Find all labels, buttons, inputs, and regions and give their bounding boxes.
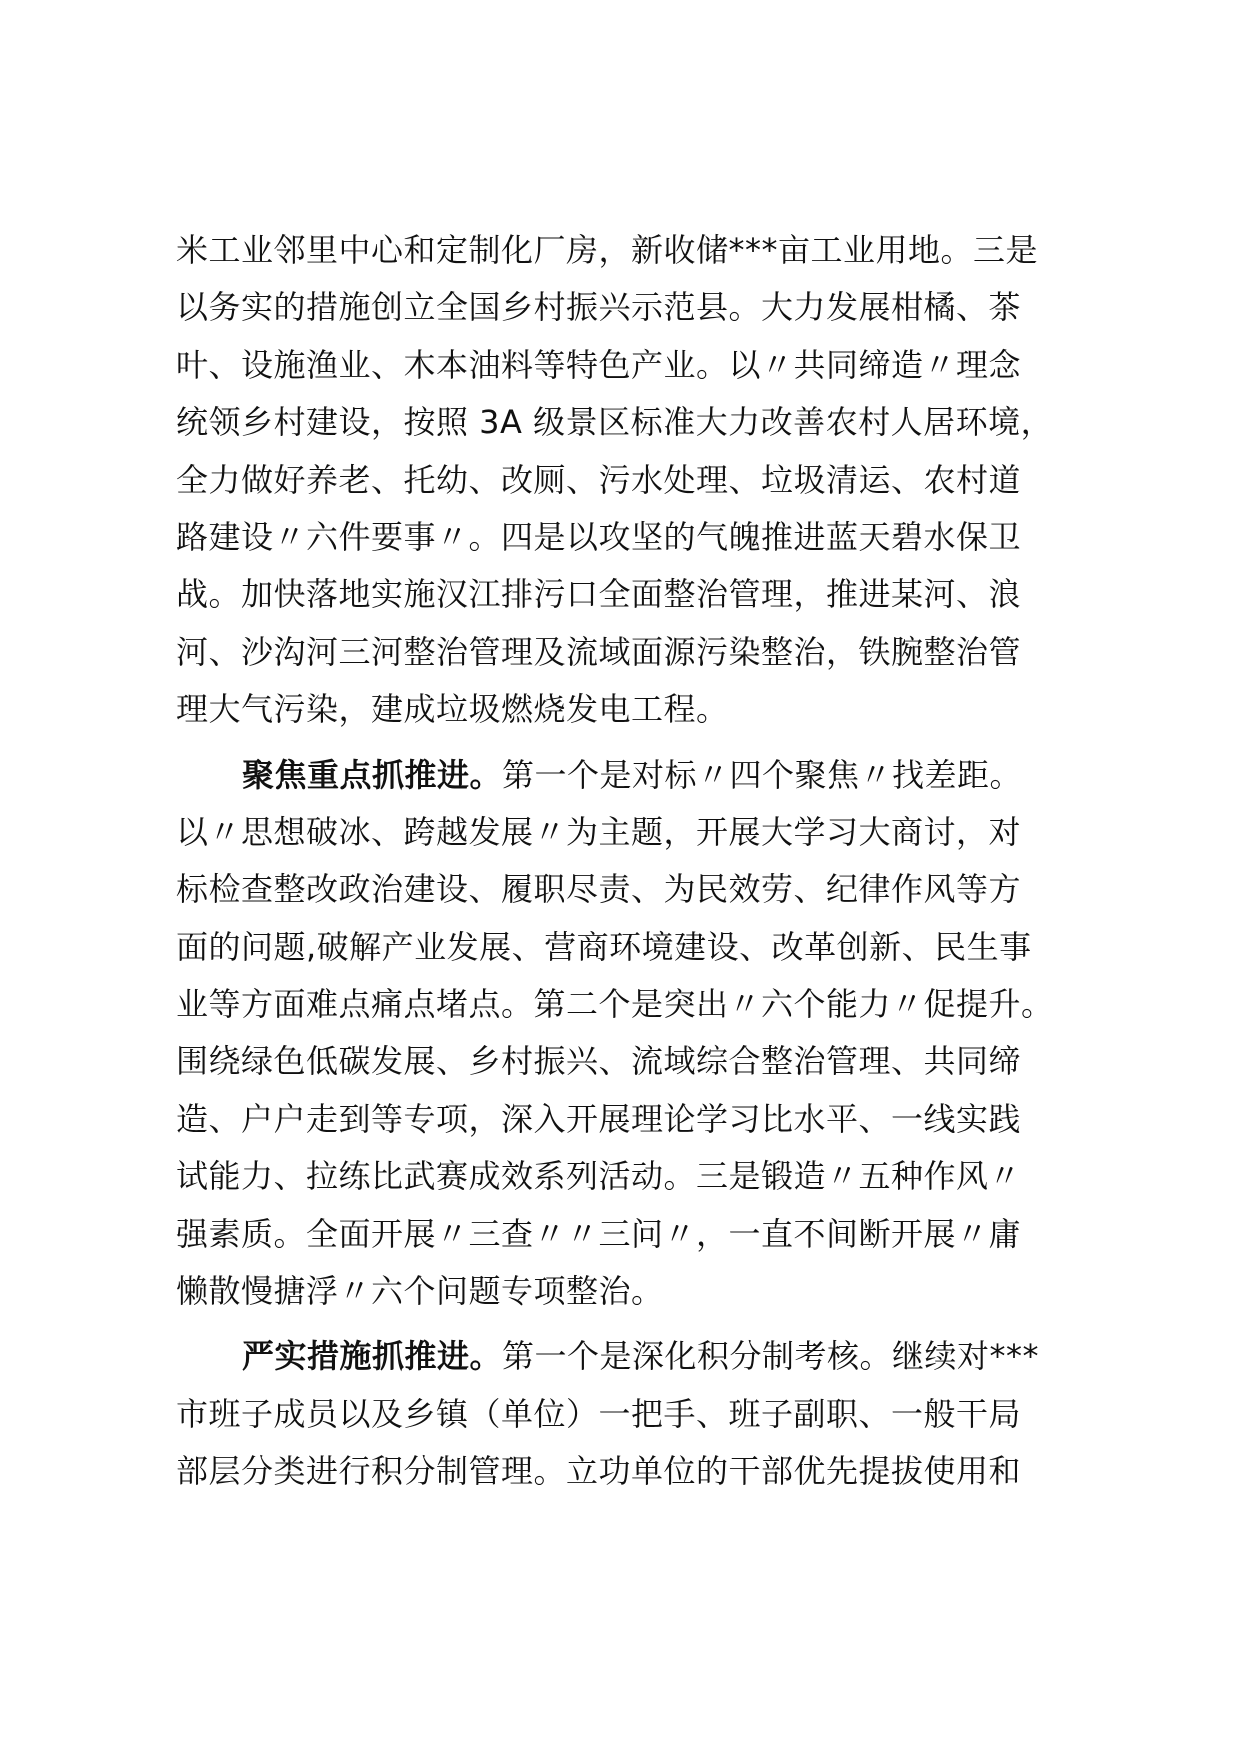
paragraph-line: 懒散慢搪浮〃六个问题专项整治。	[176, 1272, 664, 1311]
paragraph-line: 路建设〃六件要事〃。四是以攻坚的气魄推进蓝天碧水保卫	[176, 517, 1022, 556]
paragraph-3	[176, 1328, 1076, 1500]
paragraph-line: 试能力、拉练比武赛成效系列活动。三是锻造〃五种作风〃	[176, 1157, 1022, 1196]
paragraph-line: 以〃思想破冰、跨越发展〃为主题，开展大学习大商讨，对	[176, 812, 1022, 851]
paragraph-line: 统领乡村建设，按照 3A 级景区标准大力改善农村人居环境，	[176, 403, 1054, 442]
paragraph-heading: 聚焦重点抓推进。	[242, 755, 503, 794]
document-body	[176, 222, 1076, 1501]
paragraph-line: 理大气污染，建成垃圾燃烧发电工程。	[176, 690, 729, 729]
paragraph-line: 叶、设施渔业、木本油料等特色产业。以〃共同缔造〃理念	[176, 345, 1022, 384]
paragraph-line: 面的问题,破解产业发展、营商环境建设、改革创新、民生事	[176, 927, 1032, 966]
paragraph-line: 以务实的措施创立全国乡村振兴示范县。大力发展柑橘、茶	[176, 288, 1022, 327]
paragraph-line: 造、户户走到等专项，深入开展理论学习比水平、一线实践	[176, 1099, 1022, 1138]
paragraph-line: 标检查整改政治建设、履职尽责、为民效劳、纪律作风等方	[176, 870, 1022, 909]
paragraph-line: 战。加快落地实施汉江排污口全面整治管理，推进某河、浪	[176, 575, 1022, 614]
paragraph-line: 强素质。全面开展〃三查〃〃三问〃，一直不间断开展〃庸	[176, 1214, 1022, 1253]
paragraph-line: 部层分类进行积分制管理。立功单位的干部优先提拔使用和	[176, 1452, 1022, 1491]
paragraph-heading: 严实措施抓推进。	[242, 1337, 503, 1376]
paragraph-line: 米工业邻里中心和定制化厂房，新收储***亩工业用地。三是	[176, 231, 1039, 269]
paragraph-line: 市班子成员以及乡镇（单位）一把手、班子副职、一般干局	[176, 1394, 1022, 1433]
paragraph-first-line	[176, 1328, 1076, 1385]
paragraph-text: 第一个是深化积分制考核。继续对***	[502, 1337, 1040, 1376]
paragraph-text: 第一个是对标〃四个聚焦〃找差距。	[502, 755, 1023, 794]
paragraph-line: 围绕绿色低碳发展、乡村振兴、流域综合整治管理、共同缔	[176, 1042, 1022, 1081]
paragraph-line: 业等方面难点痛点堵点。第二个是突出〃六个能力〃促提升。	[176, 985, 1054, 1024]
paragraph-line: 河、沙沟河三河整治管理及流域面源污染整治，铁腕整治管	[176, 632, 1022, 671]
paragraph-2	[176, 747, 1076, 1321]
paragraph-first-line	[176, 747, 1076, 804]
paragraph-line: 全力做好养老、托幼、改厕、污水处理、垃圾清运、农村道	[176, 460, 1022, 499]
paragraph-1	[176, 222, 1076, 739]
